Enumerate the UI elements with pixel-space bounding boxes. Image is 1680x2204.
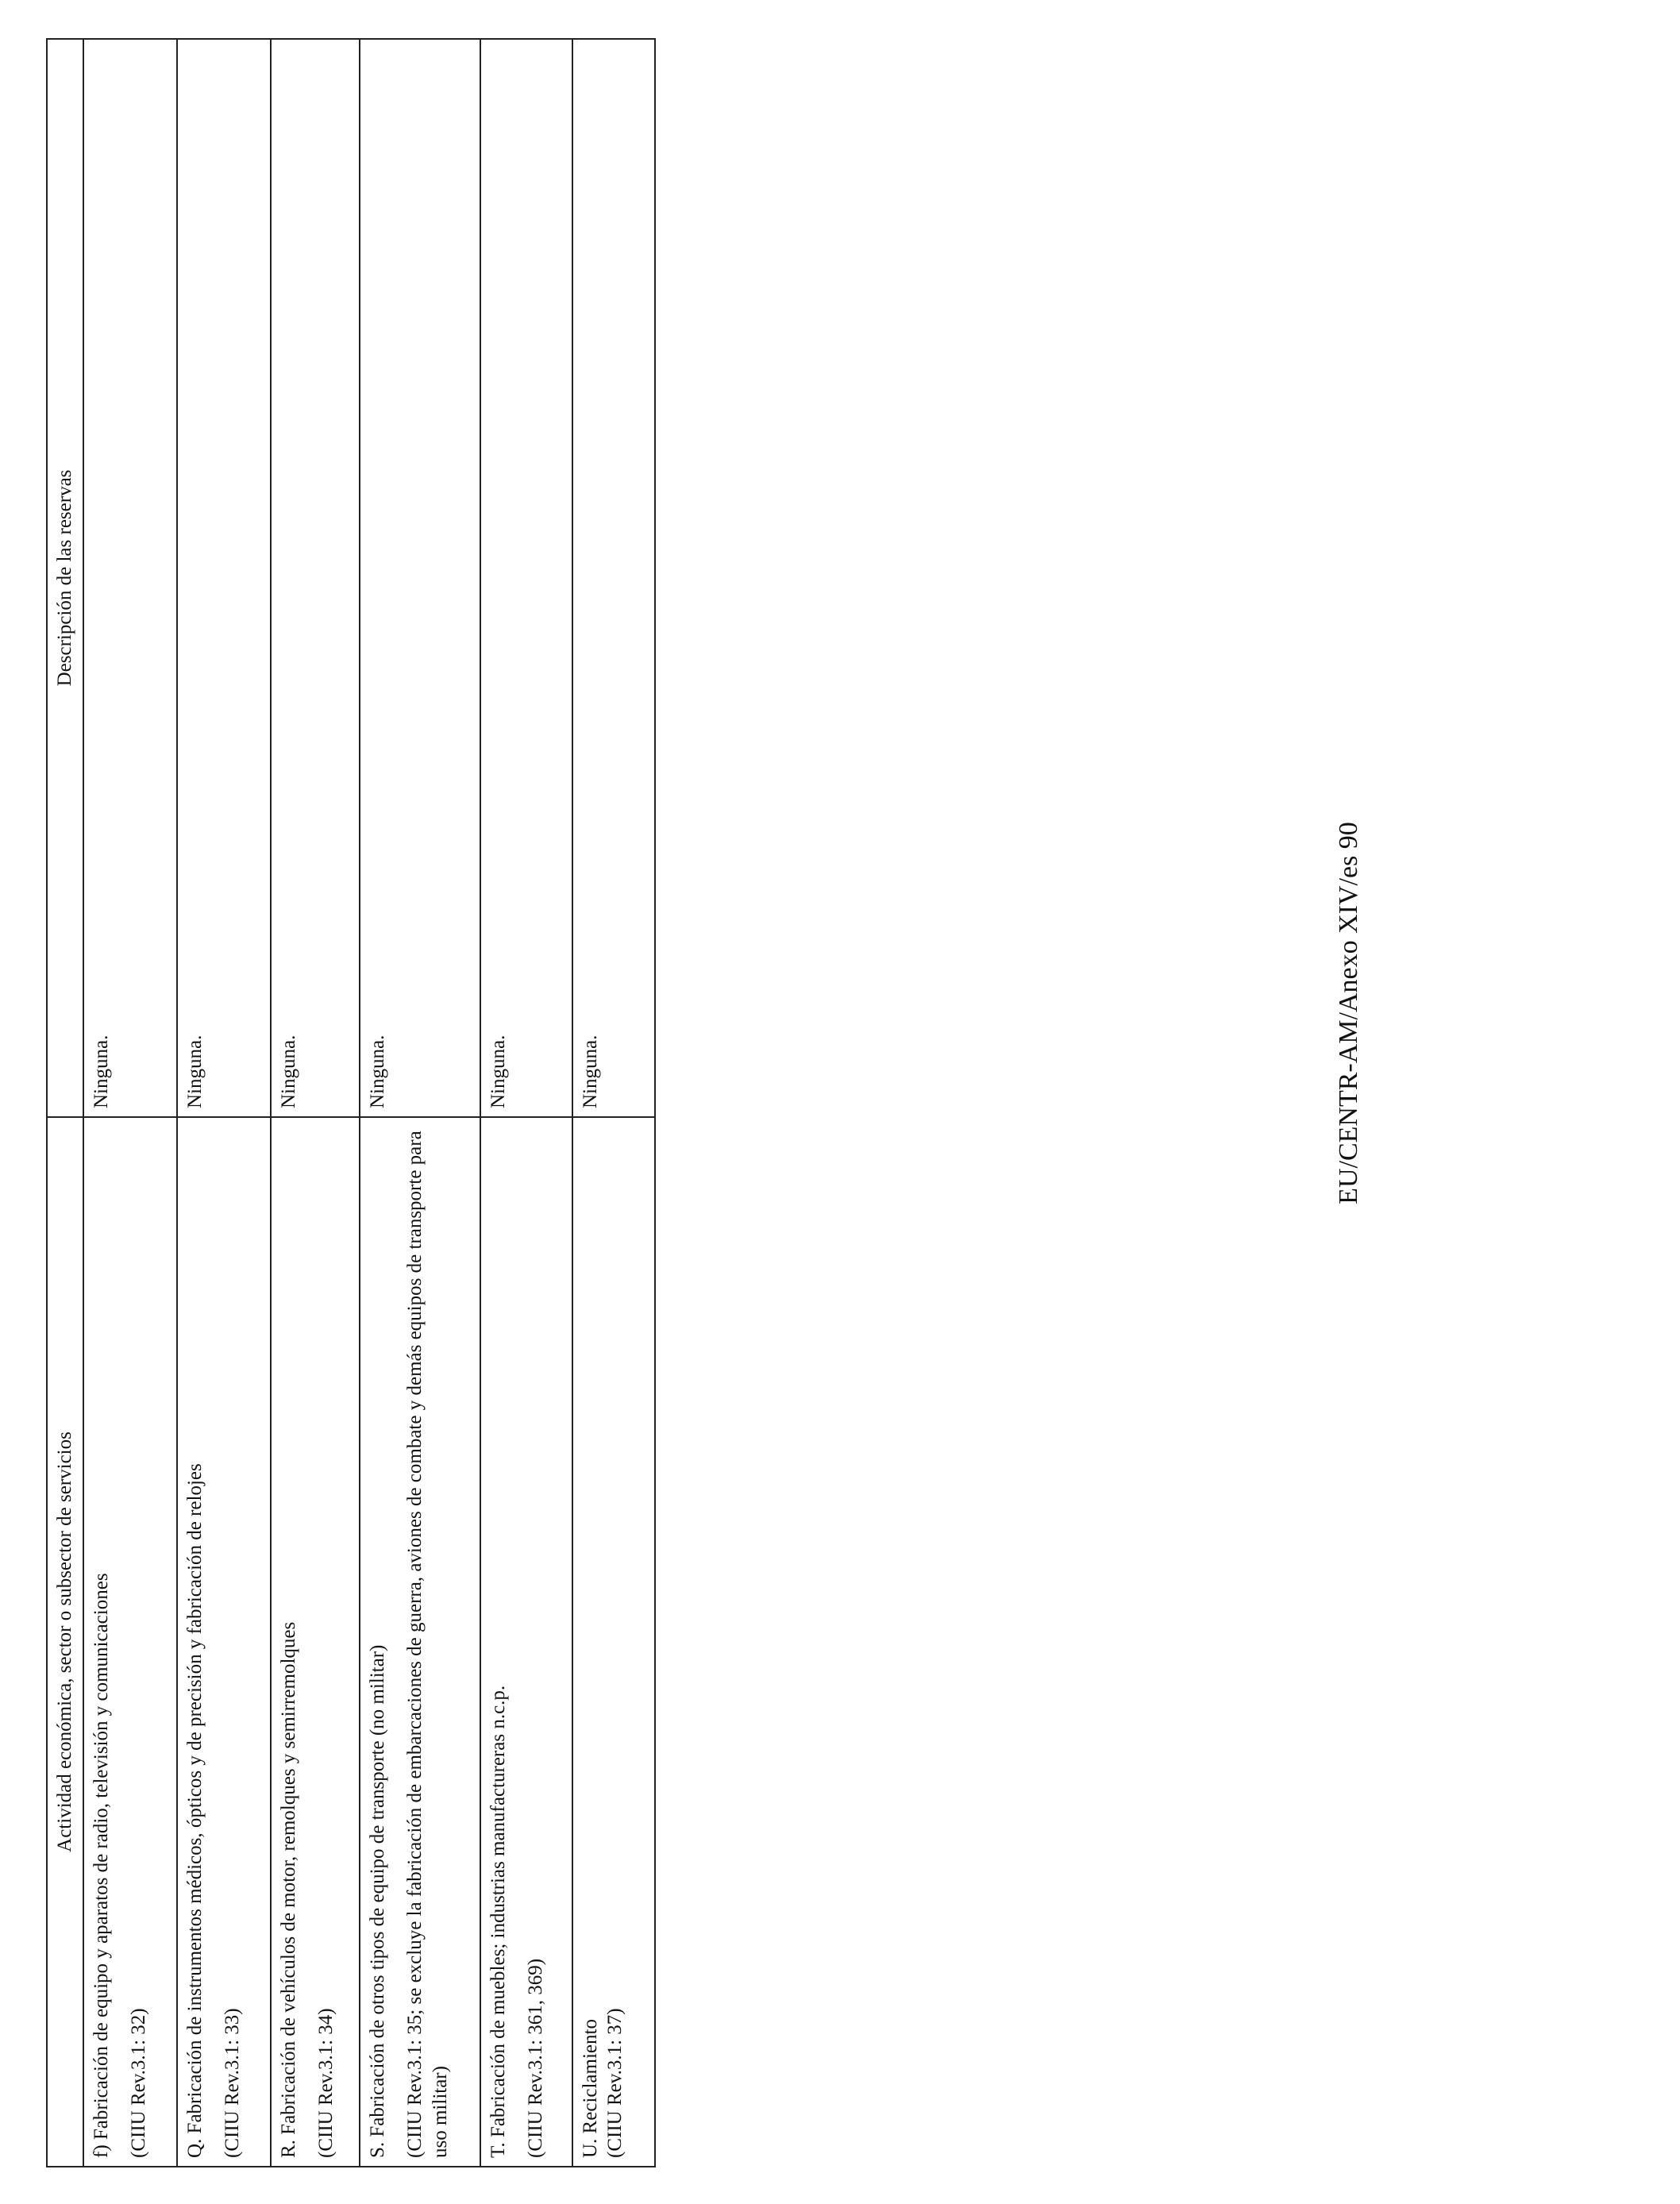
activity-text: Q. Fabricación de instrumentos médicos, ópticos y de precisión y fabricación de relojes (184, 1463, 206, 2158)
activity-code: (CIIU Rev.3.1: 35; se excluye la fabricación de embarcaciones de guerra, aviones de combate y demás equipos de transporte para uso militar) (404, 1131, 451, 2158)
activity-text: f) Fabricación de equipo y aparatos de radio, televisión y comunicaciones (91, 1573, 112, 2158)
table-header-row (47, 39, 83, 2167)
activity-code: (CIIU Rev.3.1: 32) (128, 2008, 150, 2158)
reservation-cell: Ninguna. (271, 39, 360, 1117)
activity-cell (480, 1117, 572, 2167)
table-row (360, 39, 480, 2167)
reservation-cell: Ninguna. (83, 39, 177, 1117)
table-row (177, 39, 271, 2167)
table-row (271, 39, 360, 2167)
table-row (572, 39, 655, 2167)
table-row (83, 39, 177, 2167)
activity-text: U. Reciclamiento (580, 2019, 601, 2158)
activity-cell (572, 1117, 655, 2167)
activity-code: (CIIU Rev.3.1: 34) (315, 2008, 337, 2158)
activity-cell (360, 1117, 480, 2167)
activity-code: (CIIU Rev.3.1: 361, 369) (525, 1958, 547, 2158)
activity-cell (271, 1117, 360, 2167)
reservation-cell: Ninguna. (572, 39, 655, 1117)
header-activity: Actividad económica, sector o subsector de servicios (47, 1117, 83, 2167)
activity-cell (83, 1117, 177, 2167)
table-row (480, 39, 572, 2167)
document-reference: EU/CENTR-AM/Anexo XIV/es 90 (1334, 822, 1363, 1204)
reservation-cell: Ninguna. (480, 39, 572, 1117)
reservation-cell: Ninguna. (177, 39, 271, 1117)
reservations-table (46, 38, 656, 2167)
activity-text: S. Fabricación de otros tipos de equipo de transporte (no militar) (367, 1644, 388, 2158)
activity-code: (CIIU Rev.3.1: 37) (604, 2008, 626, 2158)
activity-cell (177, 1117, 271, 2167)
reservation-cell: Ninguna. (360, 39, 480, 1117)
header-reservations: Descripción de las reservas (47, 39, 83, 1117)
activity-text: R. Fabricación de vehículos de motor, remolques y semirremolques (278, 1621, 299, 2158)
activity-code: (CIIU Rev.3.1: 33) (222, 2008, 244, 2158)
activity-text: T. Fabricación de muebles; industrias manufactureras n.c.p. (487, 1685, 509, 2158)
